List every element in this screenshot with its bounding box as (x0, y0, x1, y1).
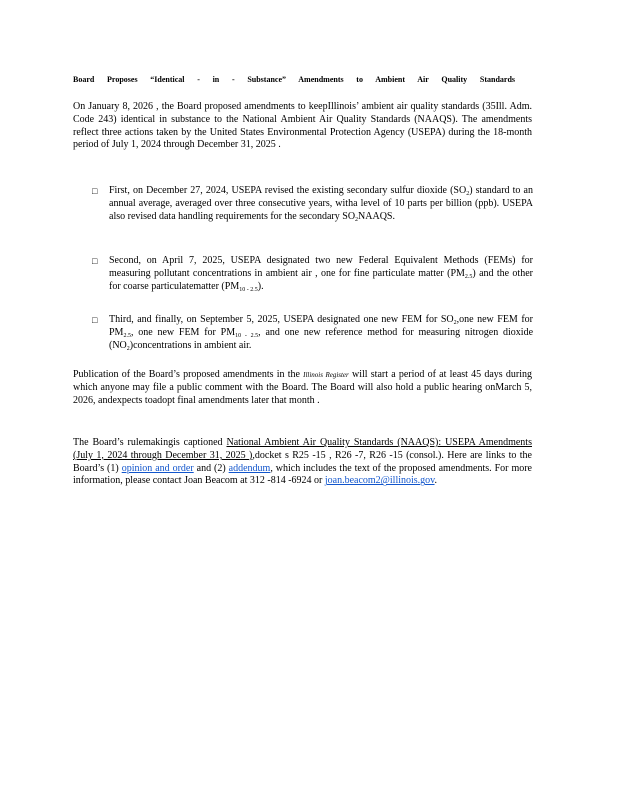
bullet-text (109, 185, 533, 223)
paragraph-text: . (434, 475, 438, 487)
paragraph-text: and (2) (196, 462, 226, 474)
subscript: 2 (126, 345, 130, 352)
bullet-text-part: First, on December 27, 2024, USEPA revised the existing secondary sulfur dioxide (SO (109, 185, 467, 196)
subscript: 2.5 (123, 332, 131, 339)
paragraph-text: , which includes the text of the proposed amendments. For more information, please contact Joan Beacom at 312 -814 -6924 or (73, 462, 532, 487)
rulemaking-paragraph (73, 437, 532, 488)
bullet-text-part: , and one new reference method for measuring nitrogen dioxide (NO (109, 326, 534, 351)
bullet-text-part: , one new FEM for PM (130, 326, 236, 338)
list-item (92, 185, 533, 223)
bullet-text-part: ,one new FEM for PM (109, 314, 533, 338)
journal-title: Illinois Register (303, 371, 349, 379)
addendum-link[interactable]: addendum (228, 462, 271, 474)
subscript: 2 (355, 216, 359, 223)
list-item (92, 314, 533, 352)
bullet-text-part: Third, and finally, on September 5, 2025, USEPA designated one new FEM for SO (109, 314, 454, 325)
list-item (92, 255, 533, 293)
bullet-box-icon: □ (92, 186, 98, 196)
paragraph-text: will start a period of at least 45 days during which anyone may file a public comment with the Board. The Board will also hold a public hearing onMarch 5, 2026, andexpects toadopt final amendments later that month . (73, 369, 533, 406)
bullet-text (109, 314, 533, 352)
paragraph-text: The Board’s rulemakingis captioned (73, 437, 223, 448)
subscript: 10 - 2.5 (235, 332, 259, 339)
subscript: 2 (466, 191, 470, 197)
publication-paragraph (73, 369, 532, 407)
subscript: 2 (453, 320, 457, 326)
bullet-text-part: NAAQS. (358, 210, 395, 222)
subscript: 10 - 2.5 (239, 286, 258, 293)
rulemaking-caption: National Ambient Air Quality Standards (NAAQS): USEPA Amendments (July 1, 2024 through December 31, 2025 ) (73, 437, 532, 461)
bullet-text-part: ). (257, 280, 264, 292)
opinion-and-order-link[interactable]: opinion and order (121, 462, 194, 474)
bullet-text-part: )concentrations in ambient air. (129, 339, 252, 351)
bullet-box-icon: □ (92, 256, 98, 266)
bullet-box-icon: □ (92, 315, 98, 325)
intro-paragraph: On January 8, 2026 , the Board proposed amendments to keepIllinois’ ambient air quality standards (35Ill. Adm. Code 243) identical in substance to the National Ambient Air Quality Standards (NAAQS). The amendments reflect three actions taken by the United States Environmental Protection Agency (USEPA) during the 18-month period of July 1, 2024 through December 31, 2025 . (73, 101, 532, 151)
paragraph-text: Publication of the Board’s proposed amendments in the (73, 369, 300, 380)
bullet-text (109, 255, 533, 293)
paragraph-text: ,docket s R25 -15 , R26 -7, R26 -15 (consol.). Here are links to the Board’s (1) (73, 449, 532, 474)
subscript: 2.5 (464, 273, 473, 280)
document-title: Board Proposes “Identical - in - Substance” Amendments to Ambient Air Quality Standards (73, 75, 515, 84)
bullet-text-part: Second, on April 7, 2025, USEPA designated two new Federal Equivalent Methods (FEMs) for measuring pollutant concentrations in ambient air , one for fine particulate matter (PM (109, 255, 533, 279)
bullet-text-part: ) and the other for coarse particulatematter (PM (109, 267, 533, 292)
bullet-text-part: ) standard to an annual average, averaged over three consecutive years, witha level of 10 parts per billion (ppb). USEPA also revised data handling requirements for the secondary SO (109, 185, 533, 222)
email-link[interactable]: joan.beacom2@illinois.gov (324, 475, 435, 487)
